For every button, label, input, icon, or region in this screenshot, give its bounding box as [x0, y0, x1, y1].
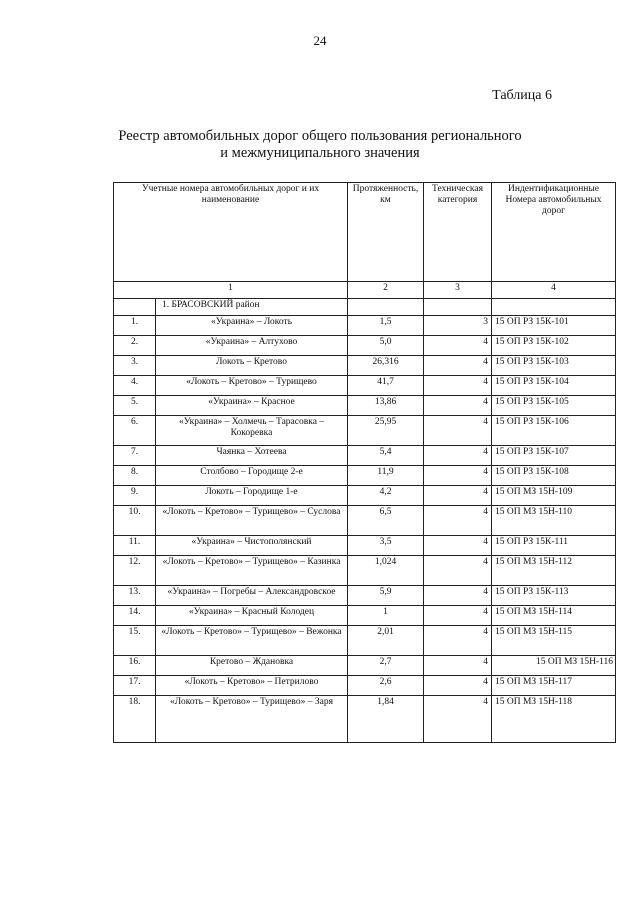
row-number: 1. [114, 316, 156, 336]
row-number: 14. [114, 606, 156, 626]
road-category: 4 [424, 396, 492, 416]
road-id: 15 ОП РЗ 15К-111 [492, 536, 616, 556]
header-name: Учетные номера автомобильных дорог и их наименование [114, 183, 348, 282]
road-id: 15 ОП РЗ 15К-102 [492, 336, 616, 356]
row-number: 12. [114, 556, 156, 586]
road-length: 6,5 [348, 506, 424, 536]
road-name: «Украина» – Холмечь – Тарасовка – Кокоревка [156, 416, 348, 446]
section-name: 1. БРАСОВСКИЙ район [156, 299, 348, 316]
road-length: 1,024 [348, 556, 424, 586]
row-number: 11. [114, 536, 156, 556]
road-id: 15 ОП РЗ 15К-103 [492, 356, 616, 376]
road-length: 13,86 [348, 396, 424, 416]
road-name: «Локоть – Кретово» – Турищево» – Вежонка [156, 626, 348, 656]
road-category: 4 [424, 356, 492, 376]
road-category: 4 [424, 376, 492, 396]
row-number: 15. [114, 626, 156, 656]
row-number: 18. [114, 696, 156, 743]
row-number: 9. [114, 486, 156, 506]
road-id: 15 ОП МЗ 15Н-114 [492, 606, 616, 626]
road-id: 15 ОП РЗ 15К-113 [492, 586, 616, 606]
road-id: 15 ОП МЗ 15Н-116 [492, 656, 616, 676]
road-category: 4 [424, 336, 492, 356]
road-name: Локоть – Городище 1-е [156, 486, 348, 506]
road-id: 15 ОП МЗ 15Н-112 [492, 556, 616, 586]
road-category: 4 [424, 606, 492, 626]
road-name: «Украина» – Алтухово [156, 336, 348, 356]
table-row [114, 376, 616, 396]
road-length: 26,316 [348, 356, 424, 376]
road-name: «Украина» – Красное [156, 396, 348, 416]
road-category: 4 [424, 696, 492, 743]
road-category: 4 [424, 446, 492, 466]
road-length: 2,6 [348, 676, 424, 696]
road-length: 1,84 [348, 696, 424, 743]
road-length: 2,01 [348, 626, 424, 656]
road-length: 1 [348, 606, 424, 626]
table-row [114, 556, 616, 586]
road-id: 15 ОП РЗ 15К-105 [492, 396, 616, 416]
table-label: Таблица 6 [492, 88, 552, 103]
header-id: Индентификационные Номера автомобильных дорог [492, 183, 616, 282]
road-category: 3 [424, 316, 492, 336]
table-row [114, 676, 616, 696]
road-length: 41,7 [348, 376, 424, 396]
row-number: 6. [114, 416, 156, 446]
row-number: 4. [114, 376, 156, 396]
column-index-row [114, 282, 616, 299]
document-title-line-1: Реестр автомобильных дорог общего пользования регионального [118, 128, 522, 144]
header-length: Протяженность, км [348, 183, 424, 282]
road-name: «Локоть – Кретово» – Петрилово [156, 676, 348, 696]
table-row [114, 586, 616, 606]
road-name: Локоть – Кретово [156, 356, 348, 376]
document-title [115, 128, 525, 162]
row-number: 7. [114, 446, 156, 466]
road-length: 5,0 [348, 336, 424, 356]
road-length: 25,95 [348, 416, 424, 446]
road-length: 3,5 [348, 536, 424, 556]
table-row [114, 486, 616, 506]
road-name: «Украина» – Погребы – Александровское [156, 586, 348, 606]
column-index-3: 3 [424, 282, 492, 299]
table-row [114, 536, 616, 556]
row-number: 5. [114, 396, 156, 416]
table-row [114, 506, 616, 536]
column-index-1: 1 [114, 282, 348, 299]
road-name: «Украина» – Красный Колодец [156, 606, 348, 626]
row-number: 17. [114, 676, 156, 696]
road-id: 15 ОП РЗ 15К-107 [492, 446, 616, 466]
road-category: 4 [424, 586, 492, 606]
road-category: 4 [424, 506, 492, 536]
road-category: 4 [424, 536, 492, 556]
row-number: 16. [114, 656, 156, 676]
road-category: 4 [424, 416, 492, 446]
road-name: Кретово – Ждановка [156, 656, 348, 676]
road-category: 4 [424, 676, 492, 696]
table-row [114, 336, 616, 356]
row-number: 8. [114, 466, 156, 486]
road-registry-table [113, 182, 616, 743]
road-name: «Локоть – Кретово» – Турищево» – Заря [156, 696, 348, 743]
road-category: 4 [424, 486, 492, 506]
road-id: 15 ОП РЗ 15К-101 [492, 316, 616, 336]
road-id: 15 ОП МЗ 15Н-117 [492, 676, 616, 696]
road-name: «Украина» – Локоть [156, 316, 348, 336]
road-length: 1,5 [348, 316, 424, 336]
section-blank-cell [348, 299, 424, 316]
table-row [114, 466, 616, 486]
road-name: Столбово – Городище 2-е [156, 466, 348, 486]
row-number: 10. [114, 506, 156, 536]
section-blank-cell [424, 299, 492, 316]
road-name: «Локоть – Кретово» – Турищево» – Казинка [156, 556, 348, 586]
road-id: 15 ОП РЗ 15К-108 [492, 466, 616, 486]
table-row [114, 696, 616, 743]
road-id: 15 ОП МЗ 15Н-109 [492, 486, 616, 506]
road-name: «Локоть – Кретово» – Турищево» – Суслова [156, 506, 348, 536]
row-number: 13. [114, 586, 156, 606]
table-row [114, 316, 616, 336]
document-title-line-2: и межмуниципального значения [220, 145, 420, 161]
road-length: 4,2 [348, 486, 424, 506]
road-category: 4 [424, 556, 492, 586]
road-category: 4 [424, 466, 492, 486]
table-row [114, 656, 616, 676]
road-id: 15 ОП РЗ 15К-104 [492, 376, 616, 396]
road-id: 15 ОП МЗ 15Н-110 [492, 506, 616, 536]
road-length: 2,7 [348, 656, 424, 676]
page-number: 24 [313, 33, 327, 48]
header-category: Техническая категория [424, 183, 492, 282]
section-blank-cell [114, 299, 156, 316]
column-index-2: 2 [348, 282, 424, 299]
road-category: 4 [424, 626, 492, 656]
road-id: 15 ОП РЗ 15К-106 [492, 416, 616, 446]
table-row [114, 416, 616, 446]
road-id: 15 ОП МЗ 15Н-115 [492, 626, 616, 656]
column-index-4: 4 [492, 282, 616, 299]
table-row [114, 626, 616, 656]
row-number: 3. [114, 356, 156, 376]
road-name: Чаянка – Хотеева [156, 446, 348, 466]
header-row [114, 183, 616, 282]
table-row [114, 446, 616, 466]
road-category: 4 [424, 656, 492, 676]
section-row [114, 299, 616, 316]
road-length: 11,9 [348, 466, 424, 486]
section-blank-cell [492, 299, 616, 316]
road-length: 5,9 [348, 586, 424, 606]
table-row [114, 606, 616, 626]
road-length: 5,4 [348, 446, 424, 466]
road-name: «Локоть – Кретово» – Турищево [156, 376, 348, 396]
road-name: «Украина» – Чистополянский [156, 536, 348, 556]
road-id: 15 ОП МЗ 15Н-118 [492, 696, 616, 743]
table-row [114, 396, 616, 416]
table-row [114, 356, 616, 376]
row-number: 2. [114, 336, 156, 356]
